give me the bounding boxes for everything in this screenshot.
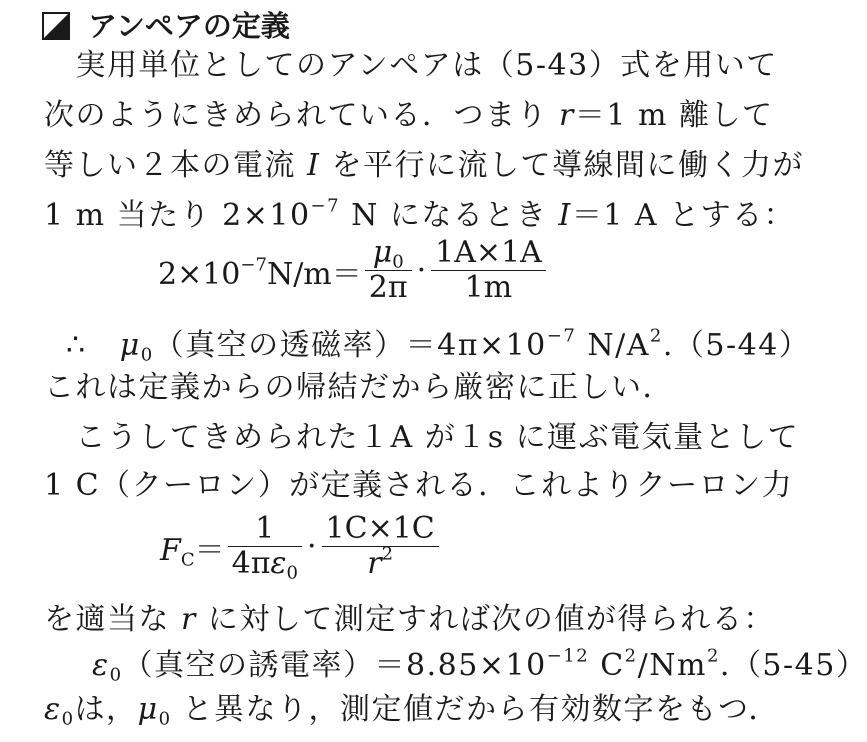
equation-coulomb-force: $F_C=$ $\frac{1}{4\pi\varepsilon_0}$ · $\frac{1C\times 1C}{r^2}$ xyxy=(160,512,442,581)
paragraph1-line2: 次のようにきめられている．つまり r＝1 m 離して xyxy=(44,98,774,133)
section-title: アンペアの定義 xyxy=(88,9,290,43)
half-filled-square-icon xyxy=(42,12,70,40)
paragraph4-line1: $\varepsilon_0$は，$\mu_0$ と異なり，測定値だから有効数字をもつ． xyxy=(44,692,780,730)
equation-mu0-value: ∴ $\mu_0$（真空の透磁率）$=4\pi\times 10^{-7}$ $N/A^2.(5-44)$ xyxy=(66,325,811,366)
fraction-charge-product: $\frac{1C\times 1C}{r^2}$ xyxy=(322,512,439,581)
paragraph2-line2: こうしてきめられた１A が１s に運ぶ電気量として xyxy=(44,420,800,455)
paragraph2-line1: これは定義からの帰結だから厳密に正しい． xyxy=(44,370,674,405)
paragraph1-line1: 実用単位としてのアンペアは（5-43）式を用いて xyxy=(44,48,778,83)
fraction-coulomb-constant: $\frac{1}{4\pi\varepsilon_0}$ xyxy=(228,512,302,581)
paragraph2-line3: 1 C（クーロン）が定義される．これよりクーロン力 xyxy=(44,468,794,503)
equation-number-5-45: （5-45） xyxy=(730,648,867,683)
paragraph1-line3: 等しい２本の電流 I を平行に流して導線間に働く力が xyxy=(44,148,804,183)
section-heading xyxy=(42,8,290,44)
paragraph3-line1: を適当な r に対して測定すれば次の値が得られる： xyxy=(44,602,775,637)
fraction-current-product: $\frac{1A\times 1A}{1m}$ xyxy=(431,236,546,305)
equation-ampere-definition: $2\times 10^{-7}N/m=$ $\frac{\mu_0}{2\pi}$ · $\frac{1A\times 1A}{1m}$ xyxy=(158,236,549,305)
paragraph1-line4: 1 m 当たり $2\times 10^{-7}$ N になるとき I＝1 A とする： xyxy=(44,195,796,233)
equation-number-5-44: （5-44） xyxy=(673,328,811,363)
fraction-mu0-over-2pi: $\frac{\mu_0}{2\pi}$ xyxy=(365,236,412,305)
equation-epsilon0-value: $\varepsilon_0$（真空の誘電率）$=8.85\times 10^{-12}$ $C^2/Nm^2.(5-45)$ xyxy=(92,645,867,686)
